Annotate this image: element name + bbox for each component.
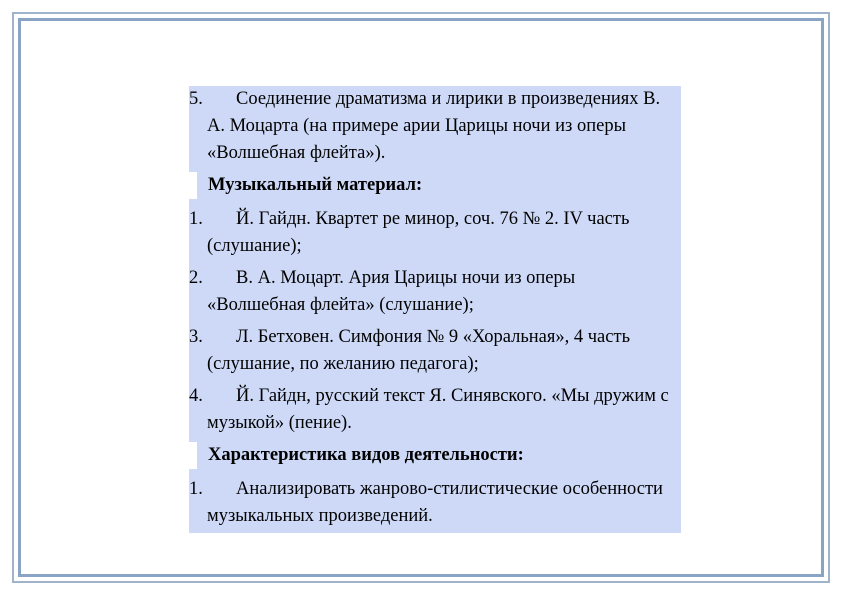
item-number: 5. xyxy=(189,89,203,109)
item-text: Соединение драматизма и лирики в произведениях В. А. Моцарта (на примере арии Царицы ночи из оперы «Волшебная флейта»). xyxy=(207,89,661,163)
slide-content xyxy=(189,86,681,533)
item-number: 3. xyxy=(189,327,203,347)
item-number: 2. xyxy=(189,268,203,288)
list-item xyxy=(189,476,681,530)
item-number: 4. xyxy=(189,386,203,406)
list-item xyxy=(189,383,681,437)
list-item xyxy=(189,265,681,319)
list-item xyxy=(189,86,681,167)
item-text: Анализировать жанрово-стилистические особенности музыкальных произведений. xyxy=(207,479,663,526)
item-number: 1. xyxy=(189,479,203,499)
item-number: 1. xyxy=(189,209,203,229)
intro-block xyxy=(189,86,681,172)
activities-list xyxy=(189,474,681,533)
item-text: Й. Гайдн. Квартет ре минор, соч. 76 № 2. IV часть (слушание); xyxy=(207,209,630,256)
list-item xyxy=(189,324,681,378)
material-list xyxy=(189,204,681,442)
list-item xyxy=(189,206,681,260)
activities-heading: Характеристика видов деятельности: xyxy=(197,442,681,469)
item-text: В. А. Моцарт. Ария Царицы ночи из оперы «Волшебная флейта» (слушание); xyxy=(207,268,576,315)
item-text: Й. Гайдн, русский текст Я. Синявского. «Мы дружим с музыкой» (пение). xyxy=(207,386,669,433)
item-text: Л. Бетховен. Симфония № 9 «Хоральная», 4 часть (слушание, по желанию педагога); xyxy=(207,327,631,374)
material-heading: Музыкальный материал: xyxy=(197,172,681,199)
